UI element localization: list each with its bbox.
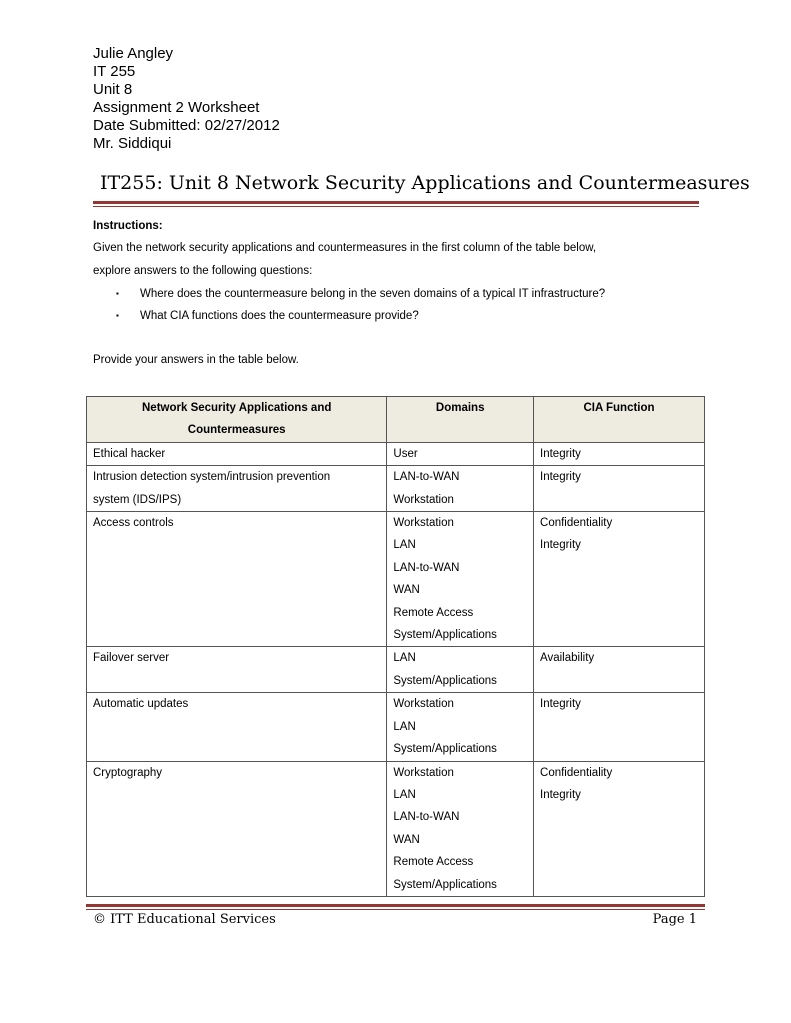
domains-cell-line: LAN	[393, 539, 416, 552]
countermeasure-cell	[87, 761, 387, 896]
countermeasure-cell-line: system (IDS/IPS)	[93, 493, 182, 506]
domains-cell-line: WAN	[393, 833, 420, 846]
countermeasure-cell-line: Ethical hacker	[93, 447, 166, 460]
countermeasure-cell	[87, 442, 387, 465]
countermeasure-cell-line: Failover server	[93, 652, 170, 665]
domains-cell-line: LAN-to-WAN	[393, 561, 460, 574]
domains-cell-line: LAN	[393, 788, 416, 801]
bullet-marker: ▪	[116, 289, 119, 298]
cia-function-cell	[534, 512, 705, 647]
cia-function-cell-line: Integrity	[540, 447, 581, 460]
footer-divider	[86, 904, 705, 907]
cia-function-cell	[534, 693, 705, 761]
domains-cell	[387, 761, 534, 896]
assignment-name: Assignment 2 Worksheet	[93, 99, 260, 116]
domains-cell-line: System/Applications	[393, 674, 497, 687]
countermeasure-cell	[87, 693, 387, 761]
countermeasures-table	[86, 396, 705, 897]
bullet-marker: ▪	[116, 311, 119, 320]
cia-function-cell	[534, 647, 705, 693]
domains-cell-line: LAN-to-WAN	[393, 471, 460, 484]
cia-function-cell-line: Confidentiality	[540, 517, 613, 530]
domains-cell	[387, 693, 534, 761]
domains-cell-line: Workstation	[393, 517, 454, 530]
domains-cell-line: LAN-to-WAN	[393, 811, 460, 824]
student-header	[93, 45, 280, 153]
domains-cell	[387, 512, 534, 647]
cia-function-cell	[534, 466, 705, 512]
domains-cell	[387, 442, 534, 465]
countermeasure-cell-line: Access controls	[93, 517, 174, 530]
cia-function-cell-line: Confidentiality	[540, 766, 613, 779]
student-name: Julie Angley	[93, 45, 174, 62]
page-number: Page 1	[652, 912, 697, 927]
instructions-label: Instructions:	[93, 220, 163, 232]
table-row	[87, 647, 705, 693]
countermeasure-cell-line: Intrusion detection system/intrusion prevention	[93, 471, 331, 484]
domains-cell-line: System/Applications	[393, 878, 497, 891]
header-cia-function: CIA Function	[534, 397, 705, 443]
domains-cell	[387, 647, 534, 693]
cia-function-cell-line: Availability	[540, 652, 595, 665]
table-row	[87, 442, 705, 465]
domains-cell-line: Remote Access	[393, 606, 474, 619]
title-divider-thin	[93, 206, 699, 207]
domains-cell-line: WAN	[393, 584, 420, 597]
cia-function-cell	[534, 761, 705, 896]
domains-cell-line: Remote Access	[393, 856, 474, 869]
cia-function-cell	[534, 442, 705, 465]
domains-cell-line: User	[393, 447, 418, 460]
domains-cell-line: System/Applications	[393, 629, 497, 642]
countermeasure-cell	[87, 512, 387, 647]
domains-cell-line: Workstation	[393, 766, 454, 779]
footer-divider-thin	[86, 909, 705, 910]
table-row	[87, 512, 705, 647]
countermeasure-cell-line: Cryptography	[93, 766, 163, 779]
countermeasure-cell	[87, 647, 387, 693]
table-body	[87, 442, 705, 896]
countermeasure-cell-line: Automatic updates	[93, 698, 189, 711]
header-countermeasures: Network Security Applications and Countermeasures	[87, 397, 387, 443]
cia-function-cell-line: Integrity	[540, 788, 581, 801]
title-divider	[93, 201, 699, 204]
domains-cell	[387, 466, 534, 512]
domains-cell-line: Workstation	[393, 698, 454, 711]
header-domains: Domains	[387, 397, 534, 443]
domains-cell-line: Workstation	[393, 493, 454, 506]
cia-function-cell-line: Integrity	[540, 539, 581, 552]
provide-answers-text: Provide your answers in the table below.	[93, 354, 299, 366]
course-code: IT 255	[93, 63, 136, 80]
document-title: IT255: Unit 8 Network Security Applications and Countermeasures	[100, 172, 750, 194]
countermeasure-cell	[87, 466, 387, 512]
date-submitted: Date Submitted: 02/27/2012	[93, 117, 280, 134]
domains-cell-line: LAN	[393, 652, 416, 665]
instructions-text-line-2: explore answers to the following questions:	[93, 265, 313, 277]
bullet-question-2: What CIA functions does the countermeasure provide?	[140, 310, 419, 322]
footer-copyright: © ITT Educational Services	[93, 912, 276, 927]
table-row	[87, 466, 705, 512]
unit-number: Unit 8	[93, 81, 133, 98]
table-header-row	[87, 397, 705, 443]
domains-cell-line: System/Applications	[393, 743, 497, 756]
cia-function-cell-line: Integrity	[540, 698, 581, 711]
table-row	[87, 693, 705, 761]
bullet-question-1: Where does the countermeasure belong in the seven domains of a typical IT infrastructure?	[140, 288, 606, 300]
instructor-name: Mr. Siddiqui	[93, 135, 172, 152]
cia-function-cell-line: Integrity	[540, 471, 581, 484]
domains-cell-line: LAN	[393, 720, 416, 733]
instructions-text-line-1: Given the network security applications and countermeasures in the first column of the table below,	[93, 242, 597, 254]
table-row	[87, 761, 705, 896]
